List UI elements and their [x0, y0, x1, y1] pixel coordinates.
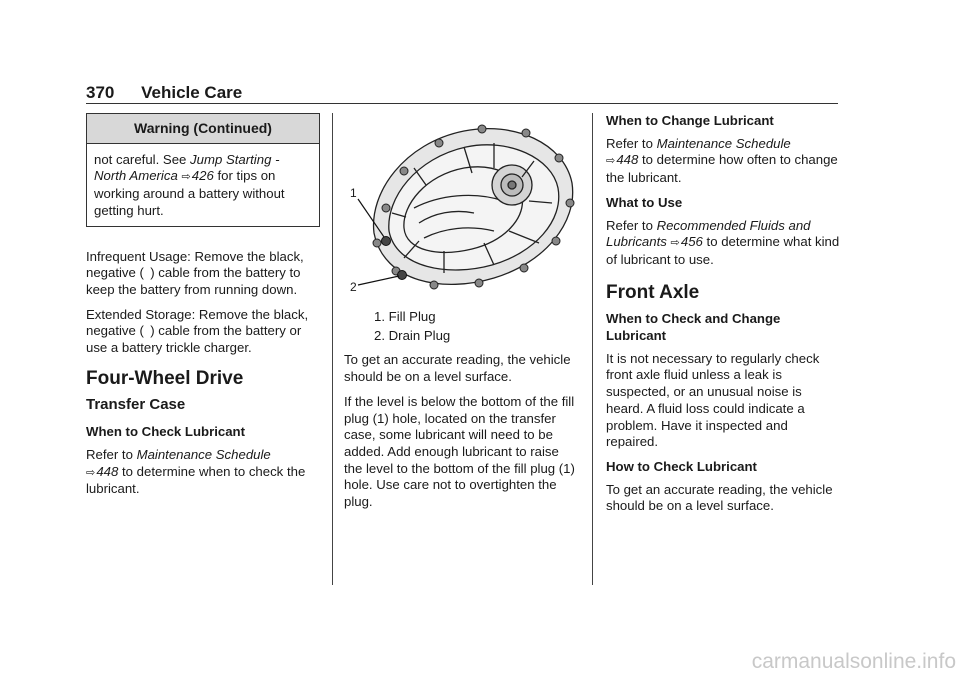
- warning-title: Warning (Continued): [87, 114, 319, 144]
- use-text: to determine what kind of lubricant to use.: [606, 234, 840, 267]
- heading-when-check-change: When to Check and Change Lubricant: [606, 311, 781, 344]
- recommended-fluids-page[interactable]: 456: [680, 234, 703, 250]
- warning-text-end: for tips on working around a battery without getting hurt.: [94, 168, 285, 218]
- callout-1-label: 1: [350, 186, 357, 200]
- extended-storage-text: Extended Storage: Remove the black, negative ( ) cable from the battery or use a battery trickle charger.: [86, 306, 309, 356]
- jump-starting-page[interactable]: 426: [191, 168, 214, 184]
- infrequent-usage-text: Infrequent Usage: Remove the black, negative ( ) cable from the battery to keep the battery from running down.: [86, 248, 304, 297]
- column-divider-left: [332, 113, 333, 585]
- transfer-case-diagram: [344, 113, 576, 303]
- section-title: Vehicle Care: [141, 83, 243, 102]
- fill-level-text: If the level is below the bottom of the fill plug (1) hole, located on the transfer case, some lubricant will need to be added. Add enough lubricant to raise the level to the bottom of the fill plug (1) hole. Use care not to overtighten the plug.: [344, 393, 575, 510]
- heading-transfer-case: Transfer Case: [86, 396, 186, 414]
- refer-to-text: Refer to: [606, 217, 657, 233]
- page-ref-arrow-icon: ⇨: [181, 171, 191, 184]
- maintenance-schedule-link[interactable]: Maintenance Schedule: [656, 135, 791, 151]
- heading-front-axle: Front Axle: [606, 281, 700, 303]
- callout-2-label: 2: [350, 280, 357, 294]
- heading-how-to-check: How to Check Lubricant: [606, 458, 757, 474]
- heading-what-to-use: What to Use: [606, 194, 683, 210]
- check-text: to determine when to check the lubricant.: [86, 463, 306, 497]
- page-number: 370: [86, 83, 115, 102]
- heading-when-change: When to Change Lubricant: [606, 113, 774, 128]
- accurate-reading-text: To get an accurate reading, the vehicle should be on a level surface.: [344, 352, 571, 385]
- warning-body: [87, 144, 319, 226]
- how-check-paragraph: To get an accurate reading, the vehicle should be on a level surface.: [606, 481, 833, 514]
- figure-legend: [374, 309, 576, 344]
- watermark: carmanualsonline.info: [751, 650, 956, 673]
- warning-text: not careful. See: [94, 151, 191, 167]
- recommended-fluids-link[interactable]: Recommended Fluids and Lubricants: [606, 217, 811, 250]
- change-paragraph: [606, 136, 840, 187]
- change-text: to determine how often to change the lubricant.: [606, 152, 838, 186]
- column-1: [86, 113, 320, 506]
- what-to-use-paragraph: [606, 218, 840, 269]
- heading-four-wheel-drive: Four-Wheel Drive: [86, 367, 244, 389]
- page-ref-arrow-icon: ⇨: [86, 466, 96, 479]
- refer-to-text: Refer to: [606, 135, 657, 151]
- maintenance-schedule-link[interactable]: Maintenance Schedule: [136, 446, 271, 462]
- jump-starting-link[interactable]: Jump Starting - North America: [94, 151, 280, 184]
- column-2: [344, 113, 576, 519]
- maintenance-schedule-page[interactable]: 448: [96, 463, 119, 479]
- check-paragraph: [86, 447, 320, 498]
- legend-item-drain-plug: 2. Drain Plug: [374, 327, 451, 343]
- header-rule: [86, 103, 838, 104]
- page-ref-arrow-icon: ⇨: [606, 155, 616, 168]
- column-divider-right: [592, 113, 593, 585]
- page-header: [86, 83, 242, 103]
- transfer-case-figure: [344, 113, 576, 303]
- heading-when-check: When to Check Lubricant: [86, 424, 245, 440]
- maintenance-schedule-page[interactable]: 448: [616, 152, 639, 168]
- warning-box: [86, 113, 320, 227]
- axle-paragraph: It is not necessary to regularly check front axle fluid unless a leak is suspected, or an unusual noise is heard. A fluid loss could indicate a problem. Have it inspected and repaired.: [606, 350, 820, 450]
- page-ref-arrow-icon: ⇨: [670, 237, 680, 250]
- legend-item-fill-plug: 1. Fill Plug: [374, 309, 436, 324]
- refer-to-text: Refer to: [86, 446, 137, 462]
- column-3: [606, 113, 840, 523]
